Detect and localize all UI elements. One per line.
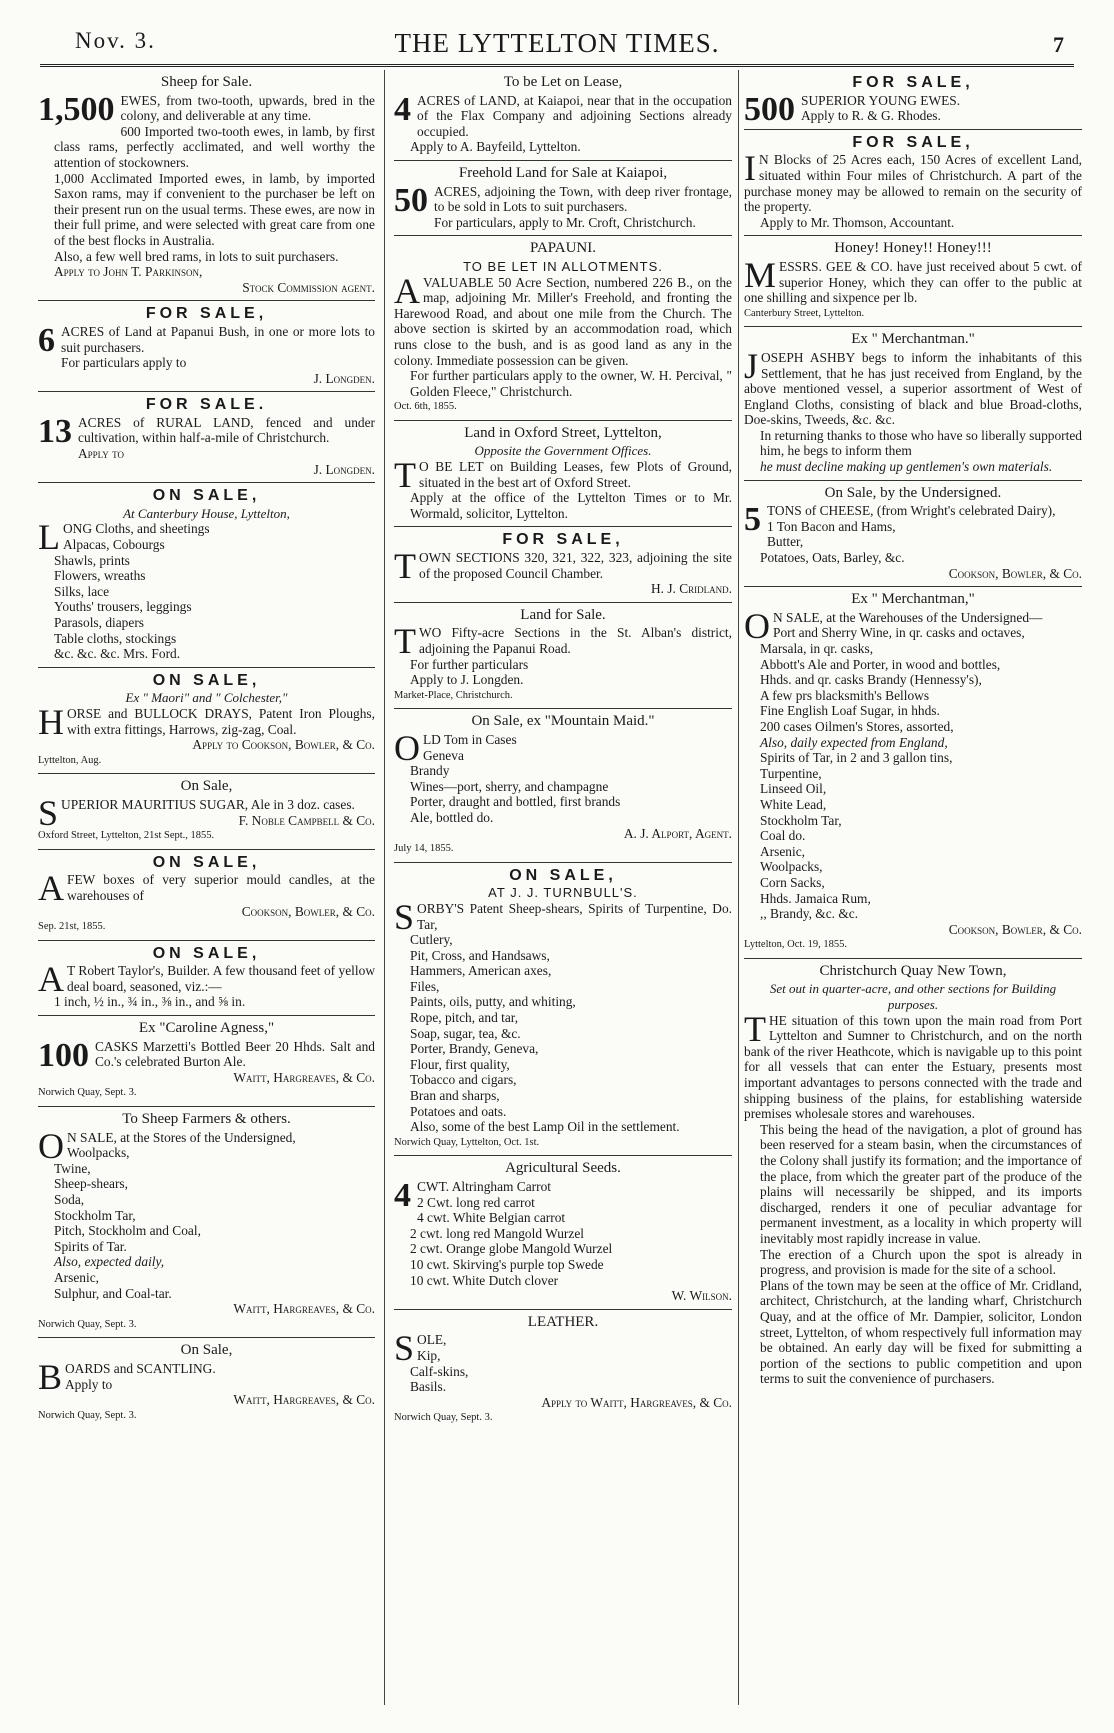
ad-heading: ON SALE, [152, 671, 261, 689]
ad-heading: FOR SALE, [145, 305, 268, 323]
page-number: 7 [1053, 32, 1064, 57]
list-item: Butter, [767, 534, 804, 550]
signature: Stock Commission agent. [242, 279, 375, 295]
list-item: Woolpacks, [760, 859, 823, 875]
ad-lead [394, 621, 732, 662]
drop-cap: B [38, 1356, 63, 1397]
ad-heading: To Sheep Farmers & others. [122, 1111, 291, 1128]
signature: H. J. Cridland. [650, 581, 732, 597]
lead-text: FEW boxes of very superior mould candles, at the warehouses of [67, 872, 375, 903]
ad-lead [744, 345, 1082, 428]
list-item: Abbott's Ale and Porter, in wood and bottles, [760, 656, 1001, 672]
lead-text: UPERIOR MAURITIUS SUGAR, Ale in 3 doz. cases. [61, 796, 355, 812]
list-item: Alpacas, Cobourgs [63, 537, 165, 553]
italic-note: Also, expected daily, [54, 1254, 165, 1270]
advertisement [38, 483, 375, 668]
list-item: Stockholm Tar, [54, 1207, 136, 1223]
ad-heading: On Sale, by the Undersigned. [824, 484, 1002, 501]
lead-text: ACRES of RURAL LAND, fenced and under cultivation, within half-a-mile of Christchurch. [78, 414, 375, 446]
lead-text: CASKS Marzetti's Bottled Beer 20 Hhds. Salt and Co.'s celebrated Burton Ale. [95, 1038, 375, 1070]
drop-cap: A [38, 868, 64, 909]
list-item: Kip, [417, 1347, 441, 1363]
ad-lead [38, 701, 375, 742]
lead-text: LD Tom in Cases [423, 731, 517, 747]
lead-text: ACRES of Land at Papanui Bush, in one or more lots to suit purchasers. [61, 323, 375, 355]
drop-cap: L [38, 517, 60, 558]
list-item: Youths' trousers, leggings [54, 599, 192, 615]
list-item: Geneva [423, 747, 464, 763]
drop-cap: I [744, 148, 756, 189]
signature: Apply to John T. Parkinson, [54, 264, 203, 280]
numeral: 4 [394, 1177, 411, 1214]
advertisement [744, 327, 1082, 480]
list-item: Marsala, in qr. casks, [760, 641, 874, 656]
lead-text: N SALE, at the Warehouses of the Undersigned— [773, 609, 1043, 625]
list-item: Corn Sacks, [760, 874, 825, 890]
ad-heading: Freehold Land for Sale at Kaiapoi, [458, 164, 668, 181]
signature: Apply to Cookson, Bowler, & Co. [192, 737, 375, 753]
list-item: ,, Brandy, &c. &c. [760, 906, 859, 922]
numeral: 100 [38, 1036, 89, 1074]
ad-lead [744, 254, 1082, 306]
drop-cap: J [744, 345, 759, 386]
ad-heading: On Sale, [180, 1342, 233, 1359]
list-item: Tobacco and cigars, [410, 1072, 517, 1088]
column-3 [744, 70, 1082, 1392]
list-item: 2 Cwt. long red carrot [417, 1194, 535, 1210]
ad-lead [394, 896, 732, 937]
italic-note: he must decline making up gentlemen's own materials. [760, 459, 1053, 475]
lead-text: VALUABLE 50 Acre Section, numbered 226 B., on the map, adjoining Mr. Miller's Freehold, and fronting the Harewood Road, and about one mile from the Church. The above section is skirted by an accommodation road, which runs close to the bush, and is as good land as any in the colony. Immediate possession can be given. [394, 274, 732, 368]
list-item: Twine, [54, 1160, 91, 1176]
lead-text: ACRES, adjoining the Town, with deep river frontage, to be sold in Lots to suit purchasers. [434, 183, 732, 215]
drop-cap: O [744, 605, 770, 646]
list-item: White Lead, [760, 796, 827, 812]
dateline: Norwich Quay, Sept. 3. [38, 1318, 137, 1330]
lead-text: O BE LET on Building Leases, few Plots of Ground, situated in the best art of Oxford Street. [419, 459, 732, 490]
list-item: Arsenic, [54, 1269, 99, 1285]
lead-text: N Blocks of 25 Acres each, 150 Acres of excellent Land, situated within Four miles of Christchurch. A part of the purchase money may be allowed to remain on the security of the property. [744, 152, 1082, 215]
advertisement [38, 1107, 375, 1338]
drop-cap: A [38, 959, 64, 1000]
lead-text: WO Fifty-acre Sections in the St. Alban's district, adjoining the Papanui Road. [419, 625, 732, 656]
drop-cap: A [394, 270, 420, 311]
list-item: Hammers, American axes, [410, 963, 552, 979]
numeral: 50 [394, 181, 428, 219]
signature: A. J. Alport, Agent. [623, 825, 732, 841]
dateline: Lyttelton, Oct. 19, 1855. [744, 939, 847, 951]
ad-heading: Honey! Honey!! Honey!!! [834, 240, 992, 257]
advertisement [394, 161, 732, 236]
list-item: Cutlery, [410, 932, 453, 948]
column-divider [738, 70, 739, 1705]
numeral: 13 [38, 412, 72, 450]
italic-note: Also, daily expected from England, [760, 734, 948, 750]
ad-paragraph: This being the head of the navigation, a plot of ground has been reserved for a steam basin, when the circumstances of the Colony shall justify its formation; and the importance of the place, from which the greater part of the produce of the plains will necessarily be shipped, and its imports discharged, renders it one of peculiar advantage for permanent investment, as a locality in which property will inevitably most rapidly increase in value. [760, 1121, 1082, 1246]
list-item: Ale, bottled do. [410, 809, 494, 825]
column-divider [384, 70, 385, 1705]
list-item: Sheep-shears, [54, 1176, 128, 1192]
advertisement [744, 130, 1082, 237]
ad-lead [394, 270, 732, 369]
ad-heading: LEATHER. [527, 1313, 599, 1330]
dateline: Market-Place, Christchurch. [394, 689, 513, 701]
numeral: 500 [744, 90, 795, 128]
ad-paragraph: In returning thanks to those who have so liberally supported him, he begs to inform them [760, 427, 1082, 459]
advertisement [38, 668, 375, 775]
ad-heading: FOR SALE, [852, 74, 974, 91]
drop-cap: S [38, 792, 59, 833]
ad-heading: Christchurch Quay New Town, [819, 962, 1007, 979]
advertisement [394, 1156, 732, 1309]
list-item: 2 cwt. Orange globe Mangold Wurzel [410, 1241, 613, 1257]
list-item: Soda, [54, 1192, 85, 1207]
ad-lead [394, 455, 732, 496]
column-1 [38, 70, 375, 1428]
ad-lead [394, 546, 732, 587]
ad-paragraph: Apply to Mr. Thomson, Accountant. [760, 214, 955, 230]
signature: J. Longden. [313, 370, 375, 386]
ad-heading: PAPAUNI. [529, 240, 596, 257]
list-item: Spirits of Tar. [54, 1238, 127, 1254]
list-item: Silks, lace [54, 583, 110, 599]
advertisement [38, 941, 375, 1016]
signature: Waitt, Hargreaves, & Co. [233, 1301, 375, 1317]
list-item: Hhds. Jamaica Rum, [760, 890, 871, 906]
newspaper-title: THE LYTTELTON TIMES. [394, 28, 720, 58]
lead-text: OARDS and SCANTLING. [65, 1360, 216, 1376]
list-item: Pitch, Stockholm and Coal, [54, 1223, 201, 1239]
list-item: Porter, Brandy, Geneva, [410, 1041, 539, 1057]
list-item: Potatoes and oats. [410, 1103, 507, 1119]
ad-subheading: Opposite the Government Offices. [474, 443, 652, 459]
advertisement [38, 70, 375, 301]
lead-text: ONG Cloths, and sheetings [63, 521, 210, 537]
ad-paragraph: Apply to R. & G. Rhodes. [801, 108, 941, 124]
list-item: 1 Ton Bacon and Hams, [767, 518, 896, 534]
drop-cap: S [394, 1328, 415, 1369]
signature: F. Noble Campbell & Co. [238, 812, 375, 828]
ad-paragraph: 1 inch, ½ in., ¾ in., ⅜ in., and ⅝ in. [54, 994, 246, 1010]
ad-lead [744, 1008, 1082, 1122]
ad-heading: On Sale, [180, 778, 233, 795]
ad-paragraph: Apply to A. Bayfeild, Lyttelton. [410, 139, 581, 155]
ad-lead [394, 181, 732, 219]
advertisement [38, 392, 375, 483]
ad-paragraph: 600 Imported two-tooth ewes, in lamb, by first class rams, perfectly acclimated, and well worthy the attention of stockowners. [54, 123, 375, 170]
list-item: Arsenic, [760, 843, 805, 859]
ad-paragraph: Apply at the office of the Lyttelton Times or to Mr. Wormald, solicitor, Lyttelton. [410, 490, 732, 521]
lead-text: ORSE and BULLOCK DRAYS, Patent Iron Ploughs, with extra fittings, Harrows, zig-zag, Coal. [67, 705, 375, 737]
drop-cap: O [394, 727, 420, 768]
advertisement [38, 774, 375, 849]
ad-subheading: TO BE LET IN ALLOTMENTS. [463, 258, 663, 274]
ad-heading: On Sale, ex "Mountain Maid." [471, 713, 655, 730]
list-item: Bran and sharps, [410, 1088, 500, 1104]
lead-text: T Robert Taylor's, Builder. A few thousand feet of yellow deal board, seasoned, viz.:— [67, 963, 375, 994]
list-item: Basils. [410, 1379, 447, 1395]
ad-heading: Land for Sale. [520, 606, 606, 623]
drop-cap: M [744, 254, 777, 295]
ad-heading: Ex "Caroline Agness," [138, 1020, 275, 1037]
list-item: Soap, sugar, tea, &c. [410, 1025, 521, 1041]
signature: Apply to [78, 446, 124, 462]
advertisement [394, 421, 732, 528]
signature: J. Longden. [313, 461, 375, 477]
numeral: 4 [394, 90, 411, 128]
ad-subheading: Ex " Maori" and " Colchester," [125, 690, 288, 706]
lead-text: OSEPH ASHBY begs to inform the inhabitants of this Settlement, that he has just received from England, by the above mentioned vessel, a superior assortment of West of England Cloths, consisting of black and blue Broad-cloths, Doe-skins, Tweeds, &c. &c. [744, 349, 1082, 428]
ad-subheading: AT J. J. TURNBULL'S. [488, 885, 638, 901]
signature: W. Wilson. [671, 1288, 732, 1304]
lead-text: N SALE, at the Stores of the Undersigned, [67, 1129, 296, 1145]
drop-cap: T [394, 546, 416, 587]
advertisement [394, 709, 732, 862]
dateline: July 14, 1855. [394, 843, 454, 855]
list-item: 200 cases Oilmen's Stores, assorted, [760, 718, 954, 734]
advertisement [744, 587, 1082, 959]
dateline: Norwich Quay, Lyttelton, Oct. 1st. [394, 1136, 540, 1148]
drop-cap: T [394, 621, 416, 662]
list-item: Linseed Oil, [760, 781, 827, 797]
signature: Cookson, Bowler, & Co. [948, 921, 1082, 937]
advertisement [744, 481, 1082, 588]
list-item: Fine English Loaf Sugar, in hhds. [760, 703, 940, 719]
ad-heading: To be Let on Lease, [503, 74, 623, 90]
ad-lead [38, 959, 375, 1000]
lead-text: OWN SECTIONS 320, 321, 322, 323, adjoining the site of the proposed Council Chamber. [419, 550, 732, 581]
advertisement [394, 236, 732, 421]
lead-text: ORBY'S Patent Sheep-shears, Spirits of Turpentine, Do. Tar, [417, 900, 732, 932]
ad-paragraph: Apply to [65, 1376, 113, 1392]
list-item: Sulphur, and Coal-tar. [54, 1285, 172, 1301]
signature: Apply to Waitt, Hargreaves, & Co. [541, 1394, 732, 1410]
ad-heading: Ex " Merchantman." [851, 331, 975, 348]
advertisement [38, 301, 375, 392]
column-2 [394, 70, 732, 1431]
ad-paragraph: Apply to J. Longden. [410, 672, 524, 688]
ad-paragraph: The erection of a Church upon the spot is already in progress, and provision is made for the site of a school. [760, 1246, 1082, 1278]
ad-lead [38, 321, 375, 359]
numeral: 1,500 [38, 90, 115, 128]
ad-heading: Ex " Merchantman," [851, 591, 975, 608]
ad-heading: Agricultural Seeds. [505, 1160, 621, 1177]
list-item: Coal do. [760, 828, 806, 844]
ad-heading: ON SALE, [152, 944, 261, 962]
dateline: Norwich Quay, Sept. 3. [394, 1412, 493, 1424]
lead-text: TONS of CHEESE, (from Wright's celebrated Dairy), [767, 503, 1056, 519]
list-item: Flowers, wreaths [54, 568, 146, 584]
lead-text: ESSRS. GEE & CO. have just received about 5 cwt. of superior Honey, which they can offer to the public at one shilling and sixpence per lb. [744, 258, 1082, 306]
ad-lead [744, 148, 1082, 215]
list-item: Porter, draught and bottled, first brands [410, 794, 621, 810]
ad-heading: Sheep for Sale. [160, 74, 253, 90]
lead-text: EWES, from two-tooth, upwards, bred in the colony, and deliverable at any time. [120, 92, 375, 124]
ad-paragraph: For further particulars apply to the owner, W. H. Percival, " Golden Fleece," Christchurch. [410, 368, 732, 399]
ad-heading: Land in Oxford Street, Lyttelton, [464, 424, 662, 441]
ad-heading: ON SALE, [152, 487, 261, 505]
drop-cap: S [394, 896, 415, 937]
ad-heading: FOR SALE, [502, 531, 624, 549]
list-item: Parasols, diapers [54, 615, 144, 630]
advertisement [394, 1310, 732, 1431]
dateline: Norwich Quay, Sept. 3. [38, 1409, 137, 1421]
ad-heading: FOR SALE, [852, 133, 974, 151]
list-item: Calf-skins, [410, 1363, 469, 1379]
masthead [40, 22, 1074, 62]
signature: Cookson, Bowler, & Co. [948, 565, 1082, 581]
list-item: Also, some of the best Lamp Oil in the settlement. [410, 1119, 680, 1135]
list-item: 2 cwt. long red Mangold Wurzel [410, 1225, 584, 1241]
signature: Cookson, Bowler, & Co. [241, 903, 375, 919]
drop-cap: T [744, 1008, 766, 1049]
ad-paragraph: For particulars apply to [61, 355, 187, 371]
signature: Waitt, Hargreaves, & Co. [233, 1069, 375, 1085]
list-item: 4 cwt. White Belgian carrot [417, 1210, 566, 1226]
signature: Waitt, Hargreaves, & Co. [233, 1392, 375, 1408]
advertisement [744, 70, 1082, 130]
drop-cap: O [38, 1125, 64, 1166]
list-item: Turpentine, [760, 765, 822, 781]
advertisement [744, 959, 1082, 1392]
list-item: Table cloths, stockings [54, 630, 177, 646]
advertisement [38, 850, 375, 941]
list-item: 10 cwt. Skirving's purple top Swede [410, 1256, 604, 1272]
list-item: Brandy [410, 763, 450, 779]
ad-paragraph: For particulars, apply to Mr. Croft, Christchurch. [434, 214, 696, 230]
list-item: Paints, oils, putty, and whiting, [410, 994, 576, 1010]
advertisement [744, 236, 1082, 327]
list-item: Potatoes, Oats, Barley, &c. [760, 550, 905, 566]
advertisement [394, 70, 732, 161]
list-item: Stockholm Tar, [760, 812, 842, 828]
ad-heading: ON SALE, [509, 866, 617, 884]
list-item: Spirits of Tar, in 2 and 3 gallon tins, [760, 750, 953, 766]
numeral: 5 [744, 501, 761, 539]
issue-date: Nov. 3. [75, 28, 156, 53]
ad-lead [38, 90, 375, 128]
ad-heading: FOR SALE. [145, 396, 268, 414]
drop-cap: H [38, 701, 64, 742]
dateline: Oxford Street, Lyttelton, 21st Sept., 1855. [38, 830, 215, 842]
header-rule [40, 64, 1074, 67]
dateline: Sep. 21st, 1855. [38, 921, 106, 933]
dateline: Oct. 6th, 1855. [394, 401, 457, 413]
list-item: Woolpacks, [67, 1145, 130, 1161]
drop-cap: T [394, 455, 416, 496]
list-item: Shawls, prints [54, 552, 130, 568]
ad-lead [38, 412, 375, 450]
list-item: Wines—port, sherry, and champagne [410, 778, 609, 794]
ad-paragraph: For further particulars [410, 656, 529, 672]
ad-paragraph: 1,000 Acclimated Imported ewes, in lamb, by imported Saxon rams, may if convenient to the purchaser be left on their present run on the usual terms. These ewes, are now in their full prime, and were selected with great care from one of the best flocks in Australia. [54, 170, 375, 248]
list-item: Hhds. and qr. casks Brandy (Hennessy's), [760, 672, 982, 688]
list-item: Flour, first quality, [410, 1056, 510, 1072]
ad-lead [38, 1036, 375, 1074]
lead-text: HE situation of this town upon the main road from Port Lyttelton and Sumner to Christchurch, and on the north bank of the river Heathcote, which is navigable up to this point for all vessels that can enter the Estuary, presents most important advantages to persons connected with the trade and shipping business of the plains, for establishing waterside premises wholesale stores and warehouses. [744, 1012, 1082, 1122]
ad-paragraph: Plans of the town may be seen at the office of Mr. Cridland, architect, Christchurch, at the landing wharf, Christchurch Quay, and at the office of Mr. Dampier, solicitor, London street, Lyttelton, of whom respectively full information may be obtained. An early day will be fixed for submitting a portion of the sections to public competition and upon terms to suit the convenience of purchasers. [760, 1277, 1082, 1387]
advertisement [394, 603, 732, 710]
list-item: Pit, Cross, and Handsaws, [410, 947, 550, 963]
advertisement [394, 527, 732, 602]
list-item: 10 cwt. White Dutch clover [410, 1272, 559, 1288]
advertisement [38, 1338, 375, 1428]
dateline: Lyttelton, Aug. [38, 754, 102, 766]
lead-text: ACRES of LAND, at Kaiapoi, near that in the occupation of the Flax Company and adjoining Sections already occupied. [417, 92, 732, 139]
ad-paragraph: Also, a few well bred rams, in lots to suit purchasers. [54, 248, 339, 264]
ad-lead [394, 90, 732, 140]
advertisement [394, 863, 732, 1157]
list-item: Port and Sherry Wine, in qr. casks and octaves, [773, 625, 1025, 641]
ad-heading: ON SALE, [152, 853, 261, 871]
dateline: Norwich Quay, Sept. 3. [38, 1087, 137, 1099]
list-item: &c. &c. &c. Mrs. Ford. [54, 646, 181, 662]
numeral: 6 [38, 321, 55, 359]
dateline: Canterbury Street, Lyttelton. [744, 307, 865, 319]
list-item: Files, [410, 978, 440, 994]
ad-subheading: Set out in quarter-acre, and other sections for Building purposes. [769, 981, 1057, 1013]
ad-subheading: At Canterbury House, Lyttelton, [123, 505, 290, 521]
lead-text: SUPERIOR YOUNG EWES. [801, 92, 961, 108]
list-item: Rope, pitch, and tar, [410, 1010, 519, 1026]
advertisement [38, 1016, 375, 1107]
lead-text: OLE, [417, 1332, 447, 1348]
lead-text: CWT. Altringham Carrot [417, 1179, 552, 1194]
ad-lead [38, 868, 375, 909]
list-item: A few prs blacksmith's Bellows [760, 687, 930, 703]
